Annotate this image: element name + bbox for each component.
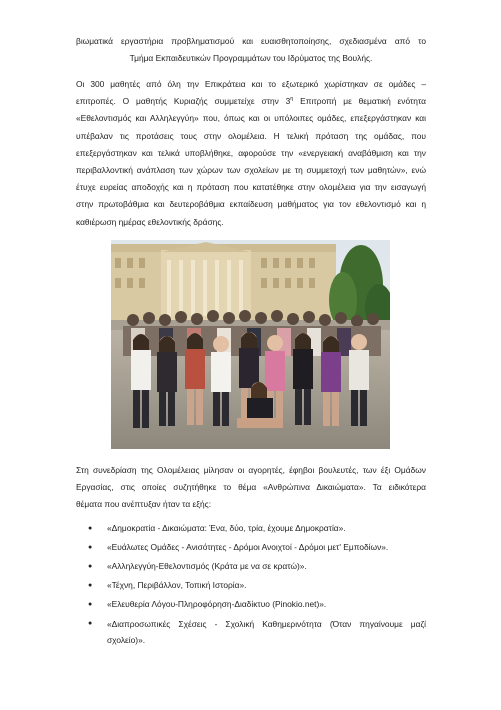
list-item: ● «Ευάλωτες Ομάδες - Ανισότητες - Δρόμοι Ανοιχτοί - Δρόμοι μετ' Εμποδίων». xyxy=(76,538,426,557)
paragraph-line: βιωματικά εργαστήρια προβληματισμού και ευαισθητοποίησης, σχεδιασμένα από το xyxy=(76,36,426,46)
bullet-icon: ● xyxy=(88,525,93,532)
bullet-icon: ● xyxy=(88,620,93,627)
paragraph-line: «Εθελοντισμός και Αλληλεγγύη» που, όπως και οι υπόλοιπες ομάδες, επεξεργάστηκαν και xyxy=(76,113,426,124)
list-item: ● «Διαπροσωπικές Σχέσεις - Σχολική Καθημερινότητα (Όταν πηγαίνουμε μαζί σχολείο)». xyxy=(76,616,426,648)
paragraph-line: Εργασίας, στις οποίες συζητήθηκε το θέμα «Ανθρώπινα Δικαιώματα». Τα ειδικότερα xyxy=(76,482,426,493)
group-photo xyxy=(111,240,390,449)
paragraph-line: Οι 300 μαθητές από όλη την Επικράτεια και το εξωτερικό χωρίστηκαν σε ομάδες – xyxy=(76,79,426,89)
list-item: ● «Δημοκρατία - Δικαιώματα: Ένα, δύο, τρία, έχουμε Δημοκρατία». xyxy=(76,519,426,538)
group-photo-illustration xyxy=(111,240,390,449)
paragraph-3 xyxy=(76,462,426,514)
bullet-icon: ● xyxy=(88,544,93,551)
list-item: ● «Τέχνη, Περιβάλλον, Τοπική Ιστορία». xyxy=(76,576,426,595)
list-item: ● «Αλληλεγγύη-Εθελοντισμός (Κράτα με να σε κρατώ)». xyxy=(76,557,426,576)
paragraph-line: περιβαλλοντική ανάπλαση των χώρων των σχολείων με τη συμμετοχή των μαθητών», ενώ xyxy=(76,165,426,176)
topics-list xyxy=(76,519,426,648)
bullet-icon: ● xyxy=(88,582,93,589)
paragraph-line: επεξεργάστηκαν και τελικά υποβλήθηκε, αφορούσε την «ενεργειακή αναβάθμιση και την xyxy=(76,147,426,158)
bullet-icon: ● xyxy=(88,601,93,608)
paragraph-line: Τμήμα Εκπαιδευτικών Προγραμμάτων του Ιδρύματος της Βουλής. xyxy=(129,53,373,64)
paragraph-line: επιτροπές. Ο μαθητής Κυριαζής συμμετείχε στην $3^\eta$ Επιτροπή με θεματική ενότητα xyxy=(76,96,426,107)
paragraph-1 xyxy=(76,33,426,67)
list-item: ● «Ελευθερία Λόγου-Πληροφόρηση-Διαδίκτυο (Pinokio.net)». xyxy=(76,595,426,614)
paragraph-line: θέματα που ανέπτυξαν ήταν τα εξής: xyxy=(76,499,212,510)
paragraph-line: Στη συνεδρίαση της Ολομέλειας μίλησαν οι αγορητές, έφηβοι βουλευτές, των έξι Ομάδων xyxy=(76,465,426,475)
paragraph-line: έτυχε ευρείας αποδοχής και η πρόταση που κατατέθηκε στην ολομέλεια για την εισαγωγή xyxy=(76,182,426,193)
paragraph-line: στην πρωτοβάθμια και δευτεροβάθμια εκπαίδευση μαθήματος για τον εθελοντισμό και η xyxy=(76,199,426,210)
bullet-icon: ● xyxy=(88,563,93,570)
paragraph-line: καθιέρωση ημέρας εθελοντικής δράσης. xyxy=(76,216,224,227)
paragraph-2 xyxy=(76,76,426,231)
paragraph-line: υπέβαλαν τις προτάσεις τους στην ολομέλεια. Η τελική πρόταση της ομάδας, που xyxy=(76,130,426,141)
